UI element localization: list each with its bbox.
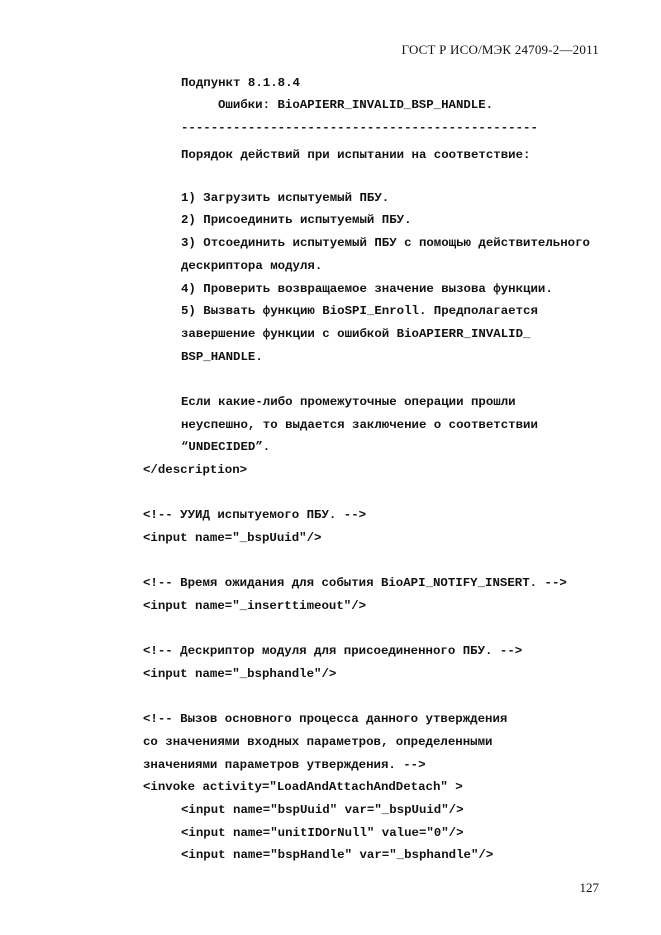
step-line: 3) Отсоединить испытуемый ПБУ с помощью действительного [181,236,590,250]
xml-input-element: <input name="bspUuid" var="_bspUuid"/> [181,803,464,817]
xml-input-element: <input name="_bspUuid"/> [143,531,322,545]
step-line: дескриптора модуля. [181,259,323,273]
subclause-heading: Подпункт 8.1.8.4 [181,76,300,90]
step-line: 4) Проверить возвращаемое значение вызова функции. [181,282,553,296]
xml-invoke-element: <invoke activity="LoadAndAttachAndDetach" > [143,780,463,794]
xml-comment: со значениями входных параметров, определенными [143,735,493,749]
xml-comment: значениями параметров утверждения. --> [143,758,426,772]
step-line: 1) Загрузить испытуемый ПБУ. [181,191,390,205]
errors-line: Ошибки: BioAPIERR_INVALID_BSP_HANDLE. [218,98,494,112]
step-line: BSP_HANDLE. [181,350,263,364]
separator-line: ------------------------------------------------ [181,121,538,135]
page-number: 127 [579,880,599,895]
procedure-heading: Порядок действий при испытании на соответствие: [181,148,531,162]
step-line: 5) Вызвать функцию BioSPI_Enroll. Предполагается [181,304,538,318]
verdict-line: неуспешно, то выдается заключение о соответствии [181,418,538,432]
xml-input-element: <input name="_bsphandle"/> [143,667,337,681]
xml-comment: <!-- Дескриптор модуля для присоединенного ПБУ. --> [143,644,523,658]
verdict-line: “UNDECIDED”. [181,440,271,454]
xml-input-element: <input name="unitIDOrNull" value="0"/> [181,826,464,840]
step-line: завершение функции с ошибкой BioAPIERR_INVALID_ [181,327,531,341]
verdict-line: Если какие-либо промежуточные операции прошли [181,395,516,409]
xml-input-element: <input name="bspHandle" var="_bsphandle"/> [181,848,494,862]
document-header: ГОСТ Р ИСО/МЭК 24709-2—2011 [401,42,599,57]
step-line: 2) Присоединить испытуемый ПБУ. [181,213,412,227]
xml-comment: <!-- УУИД испытуемого ПБУ. --> [143,508,367,522]
xml-comment: <!-- Время ожидания для события BioAPI_NOTIFY_INSERT. --> [143,576,567,590]
xml-input-element: <input name="_inserttimeout"/> [143,599,367,613]
xml-comment: <!-- Вызов основного процесса данного утверждения [143,712,508,726]
description-close-tag: </description> [143,463,248,477]
